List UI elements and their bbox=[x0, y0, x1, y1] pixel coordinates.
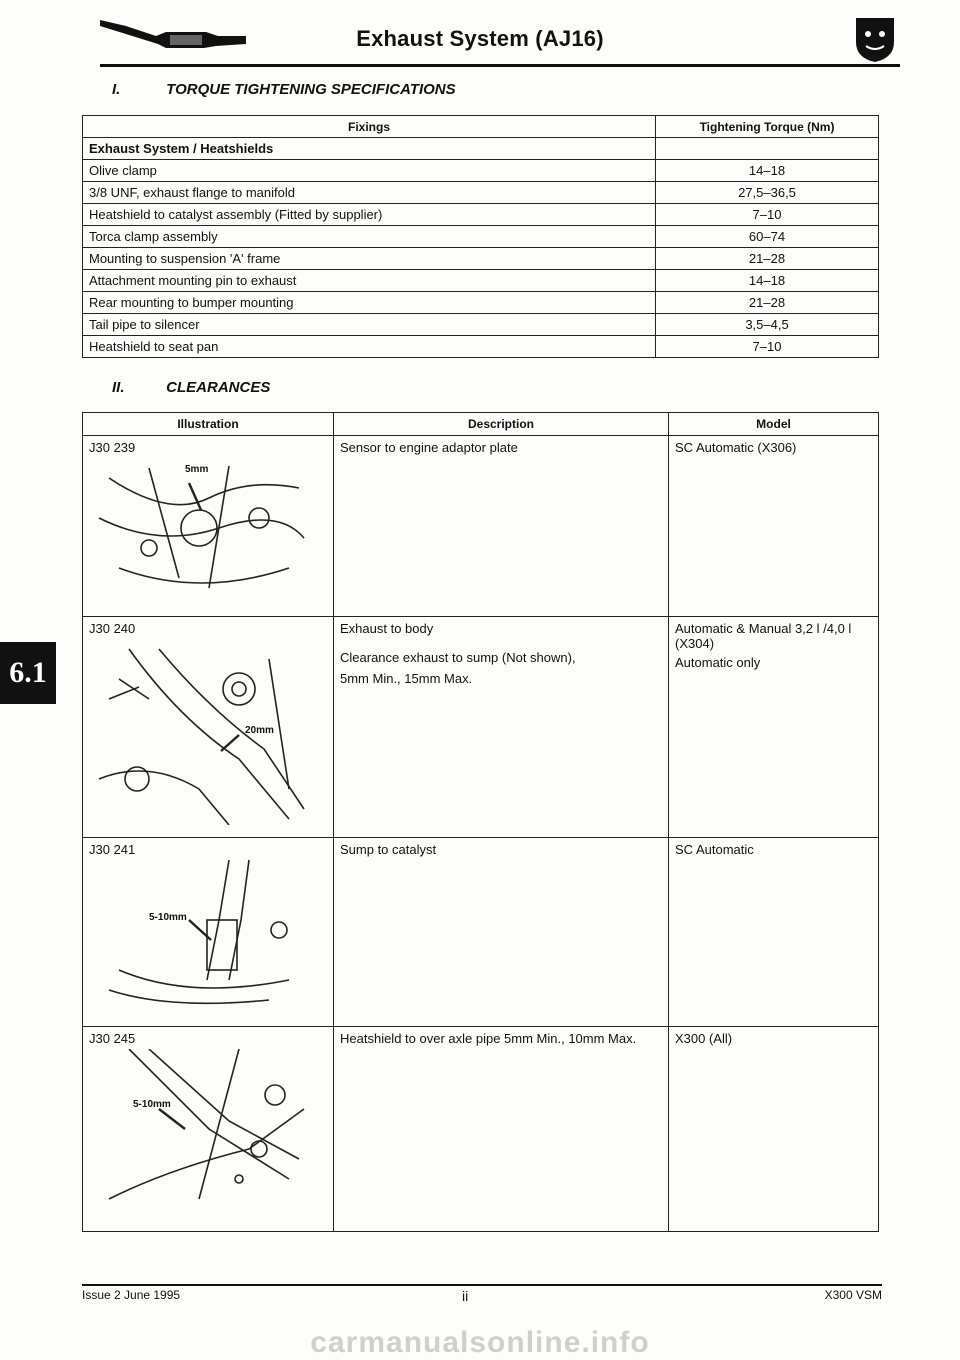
group-label: Exhaust System / Heatshields bbox=[83, 138, 656, 160]
callout-label: 20mm bbox=[245, 725, 274, 736]
illustration-cell bbox=[83, 838, 334, 1027]
fixing-cell: Heatshield to seat pan bbox=[83, 336, 656, 358]
illustration-cell bbox=[83, 617, 334, 838]
model-text: Automatic only bbox=[675, 655, 761, 670]
section-number: I. bbox=[112, 81, 121, 98]
column-header-fixings: Fixings bbox=[83, 116, 656, 138]
torque-cell: 21–28 bbox=[656, 248, 879, 270]
clearance-table bbox=[82, 412, 879, 1232]
fixing-cell: 3/8 UNF, exhaust flange to manifold bbox=[83, 182, 656, 204]
table-row bbox=[83, 204, 879, 226]
torque-cell: 7–10 bbox=[656, 204, 879, 226]
section-torque-heading bbox=[112, 81, 456, 98]
fixing-cell: Tail pipe to silencer bbox=[83, 314, 656, 336]
callout-label: 5-10mm bbox=[149, 912, 187, 923]
exhaust-diagram-icon bbox=[89, 1049, 315, 1219]
callout-label: 5mm bbox=[185, 464, 209, 475]
table-row bbox=[83, 160, 879, 182]
column-header-description: Description bbox=[334, 413, 669, 436]
column-header-torque: Tightening Torque (Nm) bbox=[656, 116, 879, 138]
section-number: II. bbox=[112, 379, 125, 396]
exhaust-diagram-icon bbox=[89, 860, 315, 1014]
illustration-cell bbox=[83, 1027, 334, 1232]
fixing-cell: Olive clamp bbox=[83, 160, 656, 182]
table-row bbox=[83, 226, 879, 248]
illustration-ref: J30 239 bbox=[89, 440, 136, 455]
table-row bbox=[83, 336, 879, 358]
torque-cell: 7–10 bbox=[656, 336, 879, 358]
model-text: Automatic & Manual 3,2 l /4,0 l (X304) bbox=[675, 621, 852, 651]
description-text: Clearance exhaust to sump (Not shown), bbox=[340, 650, 576, 665]
table-row bbox=[83, 182, 879, 204]
jaguar-emblem-icon bbox=[852, 14, 898, 64]
description-cell bbox=[334, 436, 669, 617]
model-cell bbox=[669, 436, 879, 617]
torque-cell: 3,5–4,5 bbox=[656, 314, 879, 336]
section-title: TORQUE TIGHTENING SPECIFICATIONS bbox=[166, 81, 456, 98]
description-text: Exhaust to body bbox=[340, 621, 434, 636]
page-title: Exhaust System (AJ16) bbox=[356, 26, 604, 51]
model-text: SC Automatic (X306) bbox=[675, 440, 797, 455]
model-cell bbox=[669, 617, 879, 838]
description-text: Sensor to engine adaptor plate bbox=[340, 440, 518, 455]
table-row bbox=[83, 248, 879, 270]
table-header-row bbox=[83, 116, 879, 138]
table-row bbox=[83, 436, 879, 617]
exhaust-diagram-icon bbox=[89, 458, 315, 604]
table-header-row bbox=[83, 413, 879, 436]
empty-cell bbox=[656, 138, 879, 160]
footer-page-number: ii bbox=[462, 1288, 469, 1304]
footer-issue: Issue 2 June 1995 bbox=[82, 1288, 181, 1302]
section-tab-marker: 6.1 bbox=[0, 642, 56, 704]
footer-rule bbox=[82, 1284, 882, 1286]
model-cell bbox=[669, 1027, 879, 1232]
table-row bbox=[83, 838, 879, 1027]
torque-cell: 14–18 bbox=[656, 270, 879, 292]
description-text: 5mm Min., 15mm Max. bbox=[340, 671, 473, 686]
description-text: Sump to catalyst bbox=[340, 842, 437, 857]
exhaust-diagram-icon bbox=[89, 639, 315, 825]
page-header bbox=[0, 0, 960, 80]
table-row bbox=[83, 292, 879, 314]
torque-cell: 14–18 bbox=[656, 160, 879, 182]
table-row bbox=[83, 1027, 879, 1232]
torque-cell: 21–28 bbox=[656, 292, 879, 314]
watermark-text: carmanualsonline.info bbox=[310, 1326, 650, 1359]
table-row bbox=[83, 270, 879, 292]
illustration-ref: J30 245 bbox=[89, 1031, 136, 1046]
torque-cell: 27,5–36,5 bbox=[656, 182, 879, 204]
model-cell bbox=[669, 838, 879, 1027]
illustration-ref: J30 241 bbox=[89, 842, 136, 857]
fixing-cell: Attachment mounting pin to exhaust bbox=[83, 270, 656, 292]
callout-label: 5-10mm bbox=[133, 1099, 171, 1110]
torque-table bbox=[82, 115, 879, 358]
footer-document-id: X300 VSM bbox=[824, 1288, 882, 1302]
table-row bbox=[83, 617, 879, 838]
table-row bbox=[83, 314, 879, 336]
column-header-illustration: Illustration bbox=[83, 413, 334, 436]
fixing-cell: Mounting to suspension 'A' frame bbox=[83, 248, 656, 270]
header-rule bbox=[100, 64, 900, 67]
table-group-row bbox=[83, 138, 879, 160]
model-text: SC Automatic bbox=[675, 842, 754, 857]
torque-cell: 60–74 bbox=[656, 226, 879, 248]
description-cell bbox=[334, 838, 669, 1027]
description-cell bbox=[334, 617, 669, 838]
model-text: X300 (All) bbox=[675, 1031, 733, 1046]
section-title: CLEARANCES bbox=[166, 379, 271, 396]
illustration-ref: J30 240 bbox=[89, 621, 136, 636]
fixing-cell: Rear mounting to bumper mounting bbox=[83, 292, 656, 314]
illustration-cell bbox=[83, 436, 334, 617]
fixing-cell: Torca clamp assembly bbox=[83, 226, 656, 248]
column-header-model: Model bbox=[669, 413, 879, 436]
description-cell bbox=[334, 1027, 669, 1232]
description-text: Heatshield to over axle pipe 5mm Min., 10mm Max. bbox=[340, 1031, 637, 1046]
fixing-cell: Heatshield to catalyst assembly (Fitted by supplier) bbox=[83, 204, 656, 226]
section-clearances-heading bbox=[112, 379, 270, 396]
